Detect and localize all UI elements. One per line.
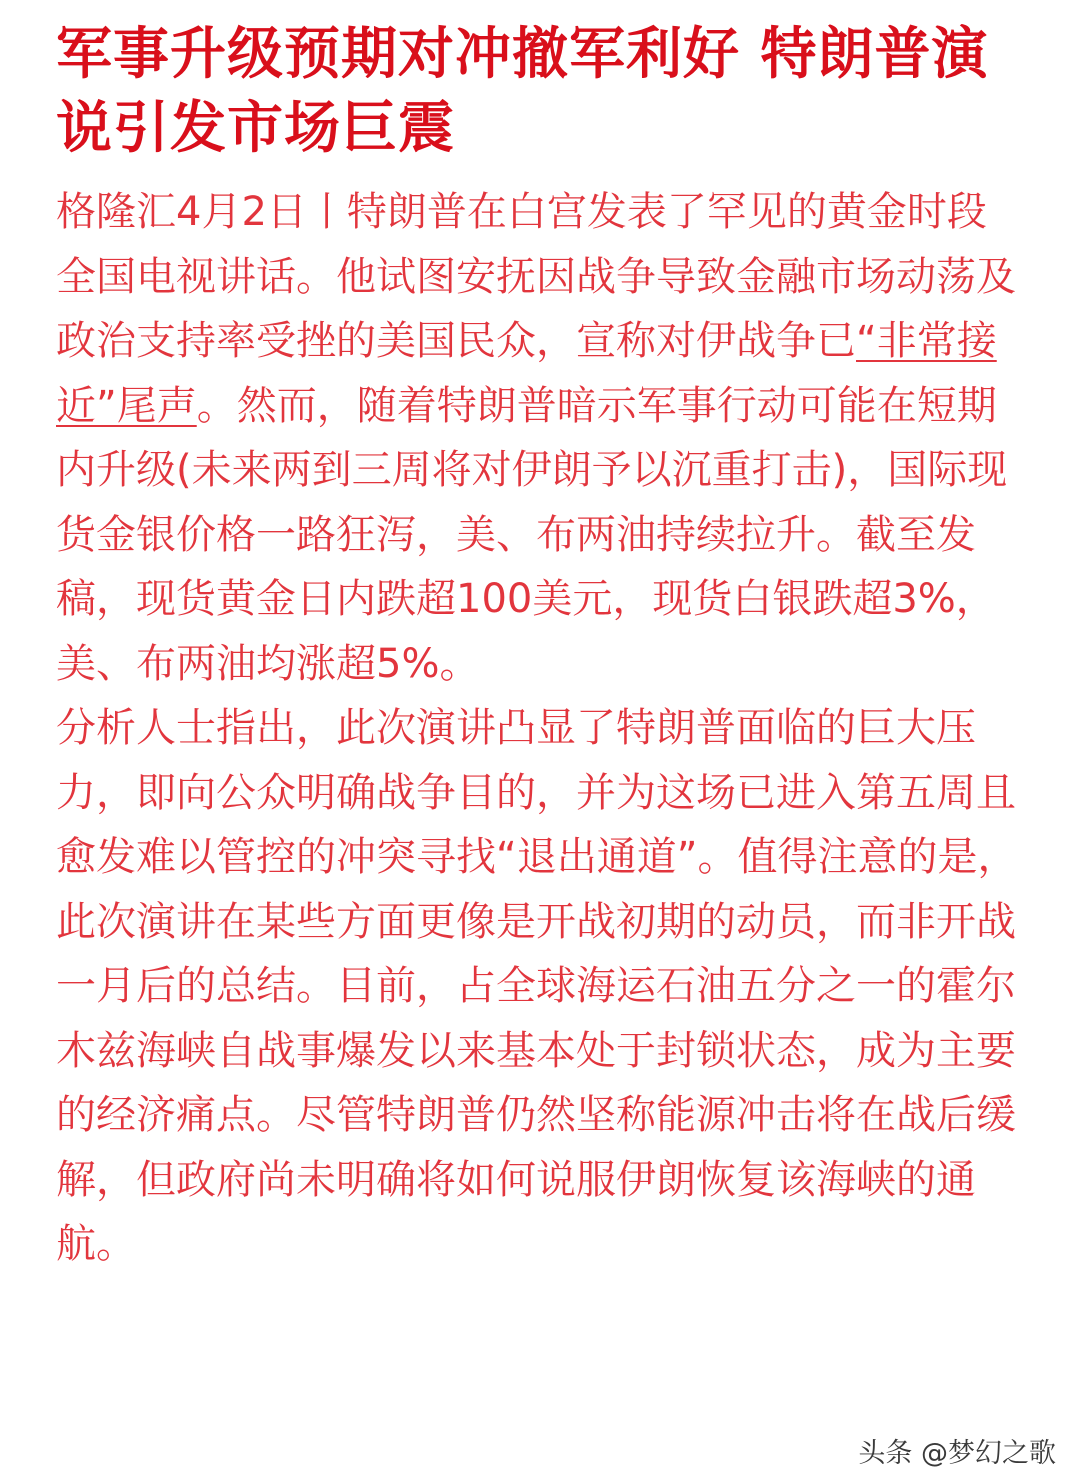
paragraph-1-rest: 。然而，随着特朗普暗示军事行动可能在短期内升级(未来两到三周将对伊朗予以沉重打击)，国际现货金银价格一路狂泻，美、布两油持续拉升。截至发稿，现货黄金日内跌超100美元，现货白银跌超3%，美、布两油均涨超5%。 <box>56 382 1008 687</box>
paragraph-2: 分析人士指出，此次演讲凸显了特朗普面临的巨大压力，即向公众明确战争目的，并为这场已进入第五周且愈发难以管控的冲突寻找“退出通道”。值得注意的是，此次演讲在某些方面更像是开战初期的动员，而非开战一月后的总结。目前，占全球海运石油五分之一的霍尔木兹海峡自战事爆发以来基本处于封锁状态，成为主要的经济痛点。尽管特朗普仍然坚称能源冲击将在战后缓解，但政府尚未明确将如何说服伊朗恢复该海峡的通航。 <box>56 705 1018 1267</box>
article-title: 军事升级预期对冲撤军利好 特朗普演说引发市场巨震 <box>56 22 989 161</box>
quote-link[interactable]: “非常接近”尾声 <box>56 318 997 429</box>
paragraph-1-lead: 格隆汇4月2日丨特朗普在白宫发表了罕见的黄金时段全国电视讲话。他试图安抚因战争导致金融市场动荡及政治支持率受挫的美国民众，宣称对伊战争已 <box>56 189 1016 364</box>
watermark: 头条 @梦幻之歌 <box>858 1438 1056 1469</box>
paragraph-1 <box>56 180 1024 696</box>
article-body <box>56 180 1024 1277</box>
